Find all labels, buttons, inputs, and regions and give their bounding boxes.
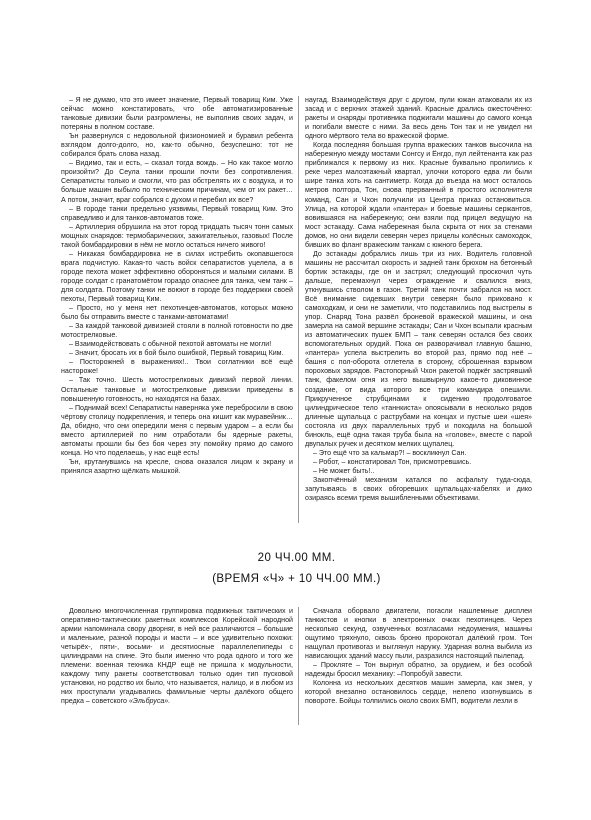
column-divider — [298, 96, 299, 523]
paragraph: – Видимо, так и есть, – сказал тогда вождь. – Но как такое могло произойти? До Сеула танки прошли почти без сопротивления. Сепаратисты только и смогли, что раз обстрелять их с воздуха, и то больше машин выбыло по техническим причинам, чем от их ракет… А потом, значит, враг собрался с духом и перебил их все? — [61, 159, 293, 204]
text-column-bottom-right — [305, 607, 532, 727]
chapter-time-subheading: (ВРЕМЯ «Ч» + 10 ЧЧ.00 ММ.) — [212, 573, 381, 585]
paragraph: Колонна из нескольких десятков машин замерла, как змея, у которой внезапно остановилось сердце, нелепо изогнувшись в повороте. Бойцы толпились около своих БМП, водители лезли в — [305, 679, 532, 706]
paragraph: – Робот, – констатировал Тон, присмотревшись. — [313, 457, 472, 466]
paragraph: – Никакая бомбардировка не в силах истребить окопавшегося врага подчистую. Какая-то часть войск сепаратистов уцелела, а в городе пехота может эффективно обороняться и малыми силами. В городе солдат с гранатомётом гораздо опаснее для танка, чем танк – для солдата. Поэтому танки не воюют в городе без поддержки своей пехоты, Первый товарищ Ким. — [61, 249, 293, 304]
paragraph: Ън, крутанувшись на кресле, снова оказался лицом к экрану и принялся азартно щёлкать мышкой. — [61, 457, 293, 475]
paragraph: – Прокляте – Тон вырнул обратно, за орудием, и без особой надежды бросил механику: –Попробуй завести. — [305, 661, 532, 679]
paragraph: Закопчённый механизм катался по асфальту туда-сюда, запутываясь в своих обгоревших щупальцах-кабелях и дико озираясь всеми тремя вышибленными объективами. — [305, 475, 532, 503]
paragraph: Ън развернулся с недовольной физиономией и буравил ребента взглядом долго-долго, но, как-то обычно, безуспешно: тот не собирался брать слова назад. — [61, 132, 293, 159]
paragraph: – Так точно. Шесть мотострелковых дивизий первой линии. Остальные танковые и мотострелковые дивизии приведены в повышенную готовность, но находятся на базах. — [61, 376, 293, 403]
paragraph — [61, 607, 293, 707]
paragraph: – Значит, бросать их в бой было ошибкой, Первый товарищ Ким. — [69, 349, 284, 358]
paragraph: Когда последняя большая группа вражеских танков высочила на набережную между мостами Сонгсу и Ёнгдо, пул лейтенанта как раз приближался к первому из них. Красные буквально пролились к реке через малоэтажный квартал, улочки которого едва ли были шире танка хоть на сантиметр. Когда до въезда на мост осталось метров полтора, Тон, снова прерванный в простого исполнителя команд, Сан и Чхон получили из Центра приказ остановиться. Улица, на которой ждали «пантера» и боевые машины сержантов, вовившаяся на набережную; они взяли под прицел ведущую на мост эстакаду. Сама набережная была скрыта от них за стенами домов, но они видели северян через прицелы колёсных самоходок, бивших во фланг вражеским танкам с южного берега. — [305, 141, 532, 249]
chapter-time-heading: 20 ЧЧ.00 ММ. — [257, 552, 336, 564]
paragraph: – Поднимай всех! Сепаратисты наверняка уже перебросили в свою чёртову столицу подкрепления, и теперь она кишит как муравейник… Да, обидно, что они опередили меня с первым ударом – а если бы вместо артиллерией по ним отработали бы ядерные ракеты, автоматы прошли бы без боя через эту помойку прямо до самого конца. Но что поделаешь, у нас ещё есть! — [61, 403, 293, 457]
paragraph: – Взаимодействовать с обычной пехотой автоматы не могли! — [69, 340, 272, 349]
paragraph: – Посторожней в выражениях!.. Твои соглатники всё ещё настороже! — [61, 358, 293, 376]
column-divider — [298, 607, 299, 725]
text-column-bottom-left — [61, 607, 293, 727]
emphasis-text: «Эльбруса». — [128, 697, 171, 706]
paragraph: Сначала оборвало двигатели, погасли нашлемные дисплеи танкистов и кнопки в электронных очках пехотинцев. Через несколько секунд, озвученных возгласами недоумения, машины ощутимо тряхнуло, сквозь броню пророкотал далёкий гром. Тон нащупал противогаз и выглянул наружу. Ударная волна выбила из нависающих зданий массу пыли, разразился настоящий пылепад. — [305, 607, 532, 661]
paragraph-text: Довольно многочисленная группировка подвижных тактических и оперативно-тактических ракетных комплексов Корейской народной армии напоминала свору дворняг, в ней все различаются – большие и маленькие, разной породы и масти – и все удивительно похожи: четырёх-, пяти-, восьми- и десятиосные параллелепипеды с цилиндрами на спине. Это были именно что рода одного и того же племени: военная техника КНДР ещё не пришла к модульности, каждому типу ракеты соответствовал только один тип пусковой установки, но родство их было, что называется, налицо, и в любом из них проступали угадывались фамильные черты далёкого общего предка – советского — [61, 607, 293, 706]
paragraph: – Не может быть!.. — [313, 466, 375, 475]
text-column-top-left — [61, 96, 293, 523]
paragraph: – Артиллерия обрушила на этот город тридцать тысяч тонн самых мощных снарядов: термобарических, зажигательных, газовых! После такой бомбардировки в нём не могло остаться ничего живого! — [61, 222, 293, 249]
paragraph: – В городе танки предельно уязвимы, Первый товарищ Ким. Это справедливо и для танков-автоматов тоже. — [61, 204, 293, 222]
paragraph: – За каждой танковой дивизией стояли в полной готовности по две мотострелковые. — [61, 322, 293, 340]
paragraph: – Это ещё что за кальмар?! – воскликнул Сан. — [313, 448, 467, 457]
paragraph: До эстакады добрались лишь три из них. Водитель головной машины не рассчитал скорость и задней танк брюхом на бетонный бортик эстакады, где он и застрял; следующий проскочил чуть дальше, перемахнул через ограждение и свалился вниз, уткнувшись стволом в газон. Третий танк почти забрался на мост. Всё внимание сидевших внутри северян было приковано к самоходкам, и они не заметили, что подставились под выстрелы в упор. Снаряд Тона развёл броневой вражеской машины, и она замерла на самой вершине эстакады; Сан и Чхон всыпали красным из автоматических пушек БМП – танк северян остался без своих вспомогательных орудий. Пока он разворачивал главную башню, «пантера» успела выстрелить во второй раз, прямо под неё – башня с пол-оборота отлетела в сторону, сброшенная взрывом пороховых зарядов. Растопорный Чхон ракетой поджёг застрявший танк, факелом огня из него вышвырнуло какое-то диковинное создание, от вида которого все три командира опешили. Прикрученное струбцинами к сидению продолговатое цилиндрическое тело «таннкиста» опоясывали в несколько рядов длинные щупальца с раструбами на концах и пустые шеи «шея» состояла из двух параллельных труб и походила на большой бинокль, ещё одна такая труба была на «голове», вместе с парой двупалых ручек и десятком мелких щупалец. — [305, 249, 532, 448]
text-column-top-right — [305, 96, 532, 523]
paragraph: наугад. Взаимодействуя друг с другом, пули южан атаковали их из засад и с верхних этажей зданий. Красные дрались ожесточённо: ракеты и снаряды противника поджигали машины до самого конца и погибали вместе с ними. За весь день Тон так и не увидел ни одного мёртвого тела во вражеской форме. — [305, 96, 532, 141]
paragraph: – Просто, но у меня нет пехотинцев-автоматов, которых можно было бы отправить вместе с танками-автоматами! — [61, 304, 293, 322]
paragraph: – Я не думаю, что это имеет значение, Первый товарищ Ким. Уже сейчас можно констатировать, что обе автоматизированные танковые дивизии были разгромлены, не выполнив своих задач, и потеряны в полном составе. — [61, 96, 293, 132]
